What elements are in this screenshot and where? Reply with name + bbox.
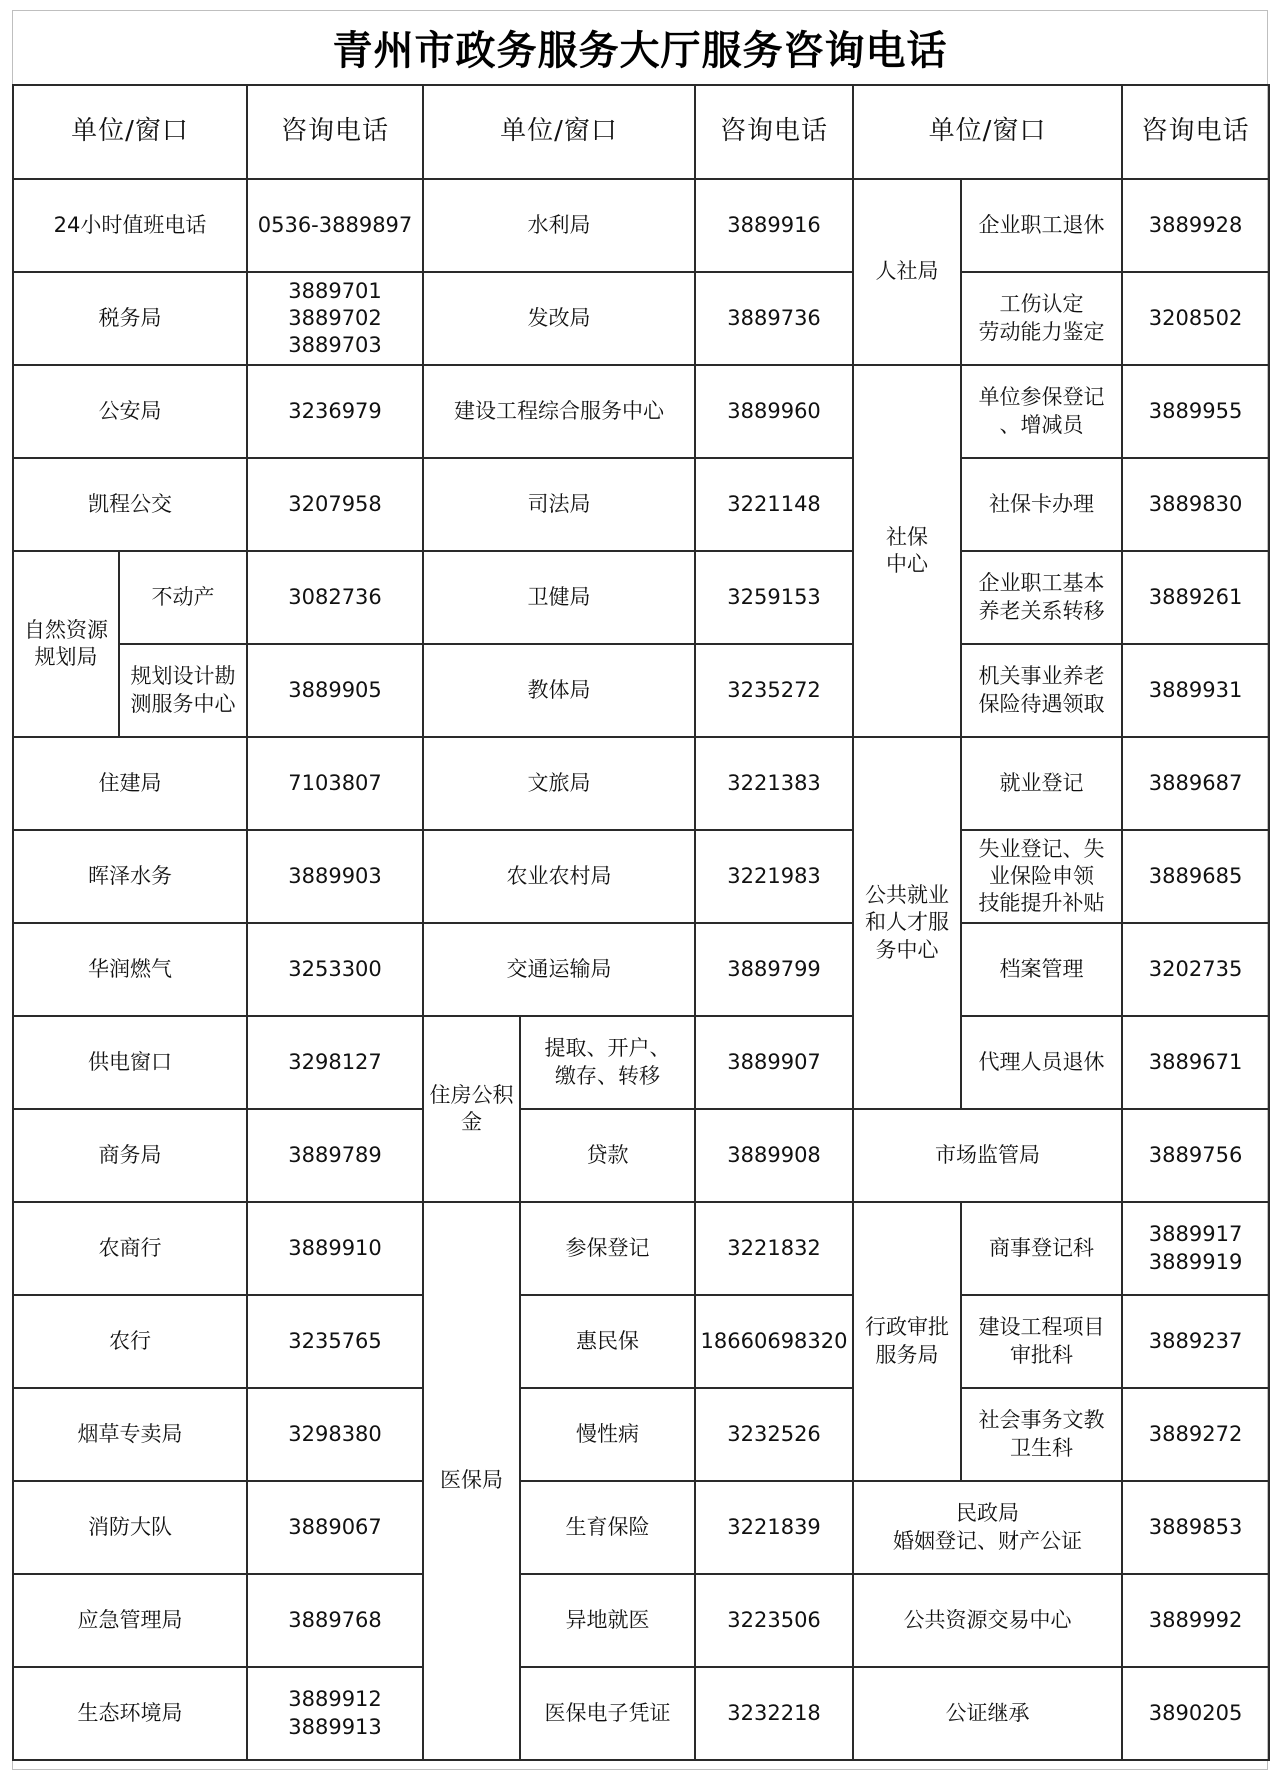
unit-cell: 就业登记 [961,737,1122,830]
unit-cell: 公共资源交易中心 [853,1574,1122,1667]
phone-cell: 3889237 [1122,1295,1269,1388]
phone-cell: 3207958 [247,458,423,551]
table-row [13,644,1269,737]
unit-cell: 公安局 [13,365,247,458]
header-unit: 单位/窗口 [423,85,695,179]
unit-cell: 商事登记科 [961,1202,1122,1295]
phone-cell: 3889701 3889702 3889703 [247,272,423,365]
phone-cell: 3889789 [247,1109,423,1202]
phone-cell: 3889928 [1122,179,1269,272]
phone-cell: 3208502 [1122,272,1269,365]
unit-cell: 华润燃气 [13,923,247,1016]
unit-cell: 税务局 [13,272,247,365]
group-cell-renshe: 人社局 [853,179,961,365]
header-phone: 咨询电话 [247,85,423,179]
unit-cell: 企业职工基本 养老关系转移 [961,551,1122,644]
unit-cell: 市场监管局 [853,1109,1122,1202]
unit-cell: 应急管理局 [13,1574,247,1667]
unit-cell: 慢性病 [520,1388,695,1481]
phone-cell: 3221148 [695,458,853,551]
phone-cell: 3889736 [695,272,853,365]
phone-cell: 3889912 3889913 [247,1667,423,1760]
unit-cell: 失业登记、失 业保险申领 技能提升补贴 [961,830,1122,923]
phone-cell: 3889853 [1122,1481,1269,1574]
unit-cell: 凯程公交 [13,458,247,551]
unit-cell: 建设工程项目 审批科 [961,1295,1122,1388]
table-row [13,1202,1269,1295]
unit-cell: 异地就医 [520,1574,695,1667]
unit-cell: 烟草专卖局 [13,1388,247,1481]
phone-cell: 3889903 [247,830,423,923]
phone-cell: 3889830 [1122,458,1269,551]
phone-cell: 3889910 [247,1202,423,1295]
unit-cell: 贷款 [520,1109,695,1202]
unit-cell: 农业农村局 [423,830,695,923]
table-row [13,551,1269,644]
table-row [13,1016,1269,1109]
unit-cell: 不动产 [119,551,247,644]
phone-cell: 3298127 [247,1016,423,1109]
unit-cell: 档案管理 [961,923,1122,1016]
unit-cell: 生育保险 [520,1481,695,1574]
unit-cell: 农行 [13,1295,247,1388]
table-row [13,923,1269,1016]
unit-cell: 教体局 [423,644,695,737]
unit-cell: 文旅局 [423,737,695,830]
phone-cell: 3221383 [695,737,853,830]
table-row [13,1109,1269,1202]
phone-cell: 3232526 [695,1388,853,1481]
unit-cell: 企业职工退休 [961,179,1122,272]
phone-cell: 7103807 [247,737,423,830]
unit-cell: 代理人员退休 [961,1016,1122,1109]
page-title: 青州市政务服务大厅服务咨询电话 [332,26,948,74]
header-phone: 咨询电话 [695,85,853,179]
table-row [13,1481,1269,1574]
phone-cell: 3232218 [695,1667,853,1760]
phone-cell: 3221839 [695,1481,853,1574]
unit-cell: 民政局 婚姻登记、财产公证 [853,1481,1122,1574]
phone-cell: 3889261 [1122,551,1269,644]
phone-cell: 3221832 [695,1202,853,1295]
phone-cell: 3298380 [247,1388,423,1481]
unit-cell: 农商行 [13,1202,247,1295]
phone-cell: 3889671 [1122,1016,1269,1109]
unit-cell: 生态环境局 [13,1667,247,1760]
phone-cell: 3889907 [695,1016,853,1109]
unit-cell: 建设工程综合服务中心 [423,365,695,458]
header-unit: 单位/窗口 [13,85,247,179]
unit-cell: 发改局 [423,272,695,365]
unit-cell: 消防大队 [13,1481,247,1574]
phone-cell: 3889768 [247,1574,423,1667]
phone-cell: 3889931 [1122,644,1269,737]
group-cell-ziran: 自然资源 规划局 [13,551,119,737]
unit-cell: 交通运输局 [423,923,695,1016]
table-row [13,458,1269,551]
phone-cell: 0536-3889897 [247,179,423,272]
phone-cell: 3235765 [247,1295,423,1388]
phone-cell: 3889687 [1122,737,1269,830]
unit-cell: 规划设计勘 测服务中心 [119,644,247,737]
phone-cell: 3082736 [247,551,423,644]
phone-cell: 3889272 [1122,1388,1269,1481]
unit-cell: 机关事业养老 保险待遇领取 [961,644,1122,737]
phone-cell: 3202735 [1122,923,1269,1016]
table-row [13,1667,1269,1760]
unit-cell: 社会事务文教 卫生科 [961,1388,1122,1481]
table-row [13,830,1269,923]
unit-cell: 单位参保登记 、增减员 [961,365,1122,458]
table-row [13,179,1269,272]
phone-cell: 18660698320 [695,1295,853,1388]
table-row [13,1295,1269,1388]
group-cell-gongjijin: 住房公积 金 [423,1016,520,1202]
phone-cell: 3221983 [695,830,853,923]
phone-cell: 3889916 [695,179,853,272]
phone-cell: 3889960 [695,365,853,458]
phone-cell: 3236979 [247,365,423,458]
unit-cell: 社保卡办理 [961,458,1122,551]
phone-cell: 3890205 [1122,1667,1269,1760]
header-phone: 咨询电话 [1122,85,1269,179]
unit-cell: 24小时值班电话 [13,179,247,272]
phone-cell: 3235272 [695,644,853,737]
contact-table [12,84,1270,1761]
unit-cell: 住建局 [13,737,247,830]
unit-cell: 公证继承 [853,1667,1122,1760]
group-cell-jiuye: 公共就业 和人才服 务中心 [853,737,961,1109]
table-row [13,365,1269,458]
phone-cell: 3889955 [1122,365,1269,458]
unit-cell: 司法局 [423,458,695,551]
phone-cell: 3889685 [1122,830,1269,923]
group-cell-yibao: 医保局 [423,1202,520,1760]
unit-cell: 惠民保 [520,1295,695,1388]
group-cell-xingzheng: 行政审批 服务局 [853,1202,961,1481]
header-row [13,85,1269,179]
phone-cell: 3889908 [695,1109,853,1202]
unit-cell: 提取、开户、 缴存、转移 [520,1016,695,1109]
phone-cell: 3889917 3889919 [1122,1202,1269,1295]
unit-cell: 商务局 [13,1109,247,1202]
unit-cell: 水利局 [423,179,695,272]
phone-cell: 3223506 [695,1574,853,1667]
unit-cell: 晖泽水务 [13,830,247,923]
table-row [13,1574,1269,1667]
unit-cell: 参保登记 [520,1202,695,1295]
group-cell-shebao: 社保 中心 [853,365,961,737]
phone-cell: 3259153 [695,551,853,644]
table-row [13,1388,1269,1481]
unit-cell: 供电窗口 [13,1016,247,1109]
phone-cell: 3889905 [247,644,423,737]
phone-cell: 3889067 [247,1481,423,1574]
phone-cell: 3889799 [695,923,853,1016]
unit-cell: 卫健局 [423,551,695,644]
unit-cell: 医保电子凭证 [520,1667,695,1760]
table-row [13,737,1269,830]
phone-cell: 3253300 [247,923,423,1016]
unit-cell: 工伤认定 劳动能力鉴定 [961,272,1122,365]
phone-cell: 3889992 [1122,1574,1269,1667]
table-row [13,272,1269,365]
phone-cell: 3889756 [1122,1109,1269,1202]
header-unit: 单位/窗口 [853,85,1122,179]
